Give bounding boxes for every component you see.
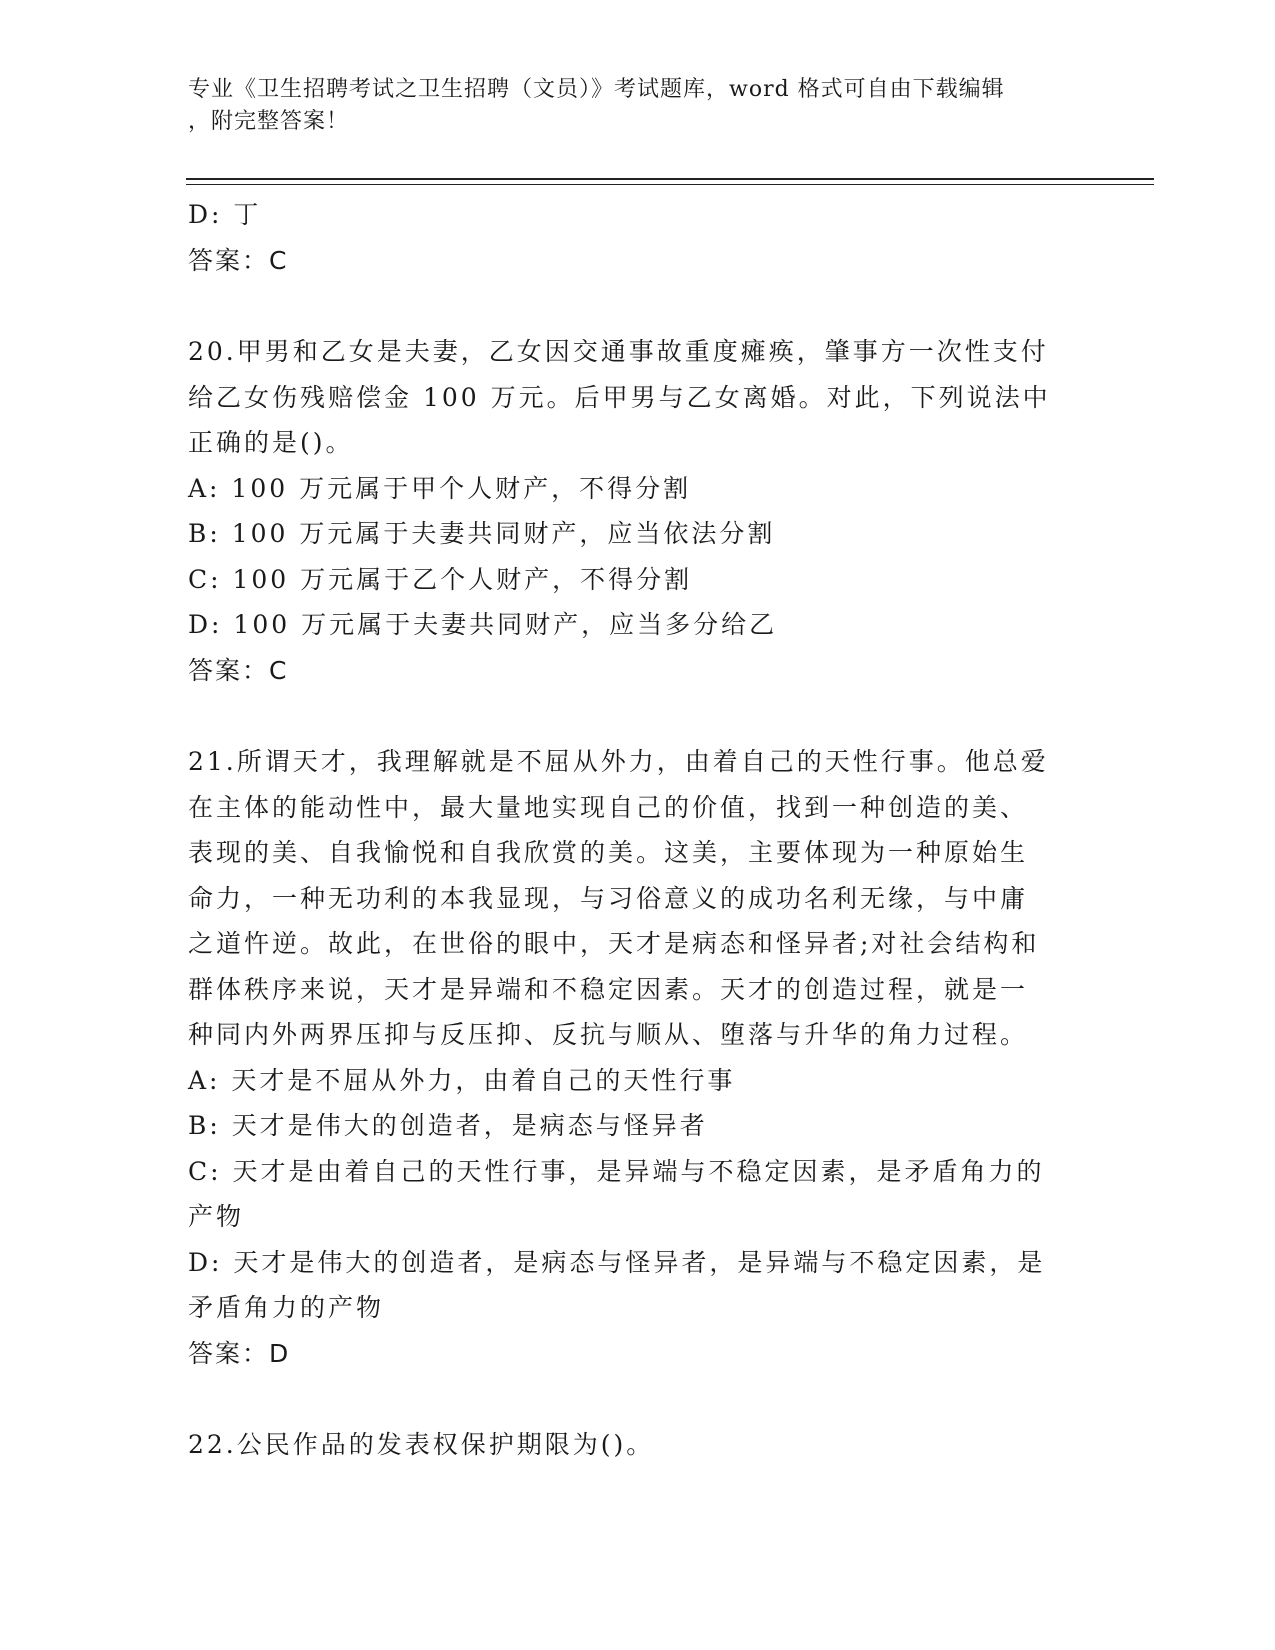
q21-stem-line: 种同内外两界压抑与反压抑、反抗与顺从、堕落与升华的角力过程。 bbox=[188, 1020, 1029, 1049]
q21-option-b: B: 天才是伟大的创造者，是病态与怪异者 bbox=[188, 1111, 708, 1140]
q20-option-b: B: 100 万元属于夫妻共同财产，应当依法分割 bbox=[188, 519, 776, 548]
q21-stem-line: 群体秩序来说，天才是异端和不稳定因素。天才的创造过程，就是一 bbox=[188, 974, 1029, 1004]
spacer bbox=[188, 283, 1088, 329]
q20-option-a: A: 100 万元属于甲个人财产，不得分割 bbox=[188, 473, 692, 503]
q21-option-c-cont: 产物 bbox=[188, 1202, 245, 1231]
q21-stem-line: 之道忤逆。故此，在世俗的眼中，天才是病态和怪异者;对社会结构和 bbox=[188, 929, 1040, 958]
q21-stem-line: 在主体的能动性中，最大量地实现自己的价值，找到一种创造的美、 bbox=[188, 792, 1029, 822]
q20-answer: 答案：C bbox=[188, 655, 289, 685]
header-line-2: ，附完整答案！ bbox=[188, 109, 350, 134]
q20-stem-line: 正确的是()。 bbox=[188, 428, 354, 457]
q20-option-c: C: 100 万元属于乙个人财产，不得分割 bbox=[188, 564, 693, 594]
q20-stem-line: 20.甲男和乙女是夫妻，乙女因交通事故重度瘫痪，肇事方一次性支付 bbox=[188, 337, 1049, 366]
q21-stem-line: 21.所谓天才，我理解就是不屈从外力，由着自己的天性行事。他总爱 bbox=[188, 747, 1049, 776]
header-line-1: 专业《卫生招聘考试之卫生招聘（文员）》考试题库，word 格式可自由下载编辑 bbox=[188, 77, 1005, 102]
q21-stem-line: 命力，一种无功利的本我显现，与习俗意义的成功名利无缘，与中庸 bbox=[188, 883, 1029, 913]
q21-stem-line: 表现的美、自我愉悦和自我欣赏的美。这美，主要体现为一种原始生 bbox=[188, 838, 1029, 867]
q21-option-d: D: 天才是伟大的创造者，是病态与怪异者，是异端与不稳定因素，是 bbox=[188, 1247, 1046, 1277]
q21-option-d-cont: 矛盾角力的产物 bbox=[188, 1293, 385, 1322]
prev-option-d: D: 丁 bbox=[188, 200, 262, 229]
q21-answer: 答案：D bbox=[188, 1338, 291, 1368]
q21-option-c: C: 天才是由着自己的天性行事，是异端与不稳定因素，是矛盾角力的 bbox=[188, 1156, 1045, 1186]
header-divider-thick bbox=[186, 178, 1154, 180]
question-22 bbox=[188, 1422, 1088, 1468]
question-21 bbox=[188, 739, 1088, 1376]
question-content bbox=[188, 192, 1088, 1468]
q20-option-d: D: 100 万元属于夫妻共同财产，应当多分给乙 bbox=[188, 610, 778, 639]
spacer bbox=[188, 1376, 1088, 1422]
header-divider-thin bbox=[186, 184, 1154, 185]
q22-stem-line: 22.公民作品的发表权保护期限为()。 bbox=[188, 1430, 655, 1459]
prev-answer: 答案：C bbox=[188, 245, 289, 275]
q20-stem-line: 给乙女伤残赔偿金 100 万元。后甲男与乙女离婚。对此，下列说法中 bbox=[188, 382, 1051, 412]
q21-option-a: A: 天才是不屈从外力，由着自己的天性行事 bbox=[188, 1065, 736, 1095]
question-20 bbox=[188, 329, 1088, 693]
page-header bbox=[188, 74, 1088, 138]
spacer bbox=[188, 693, 1088, 739]
